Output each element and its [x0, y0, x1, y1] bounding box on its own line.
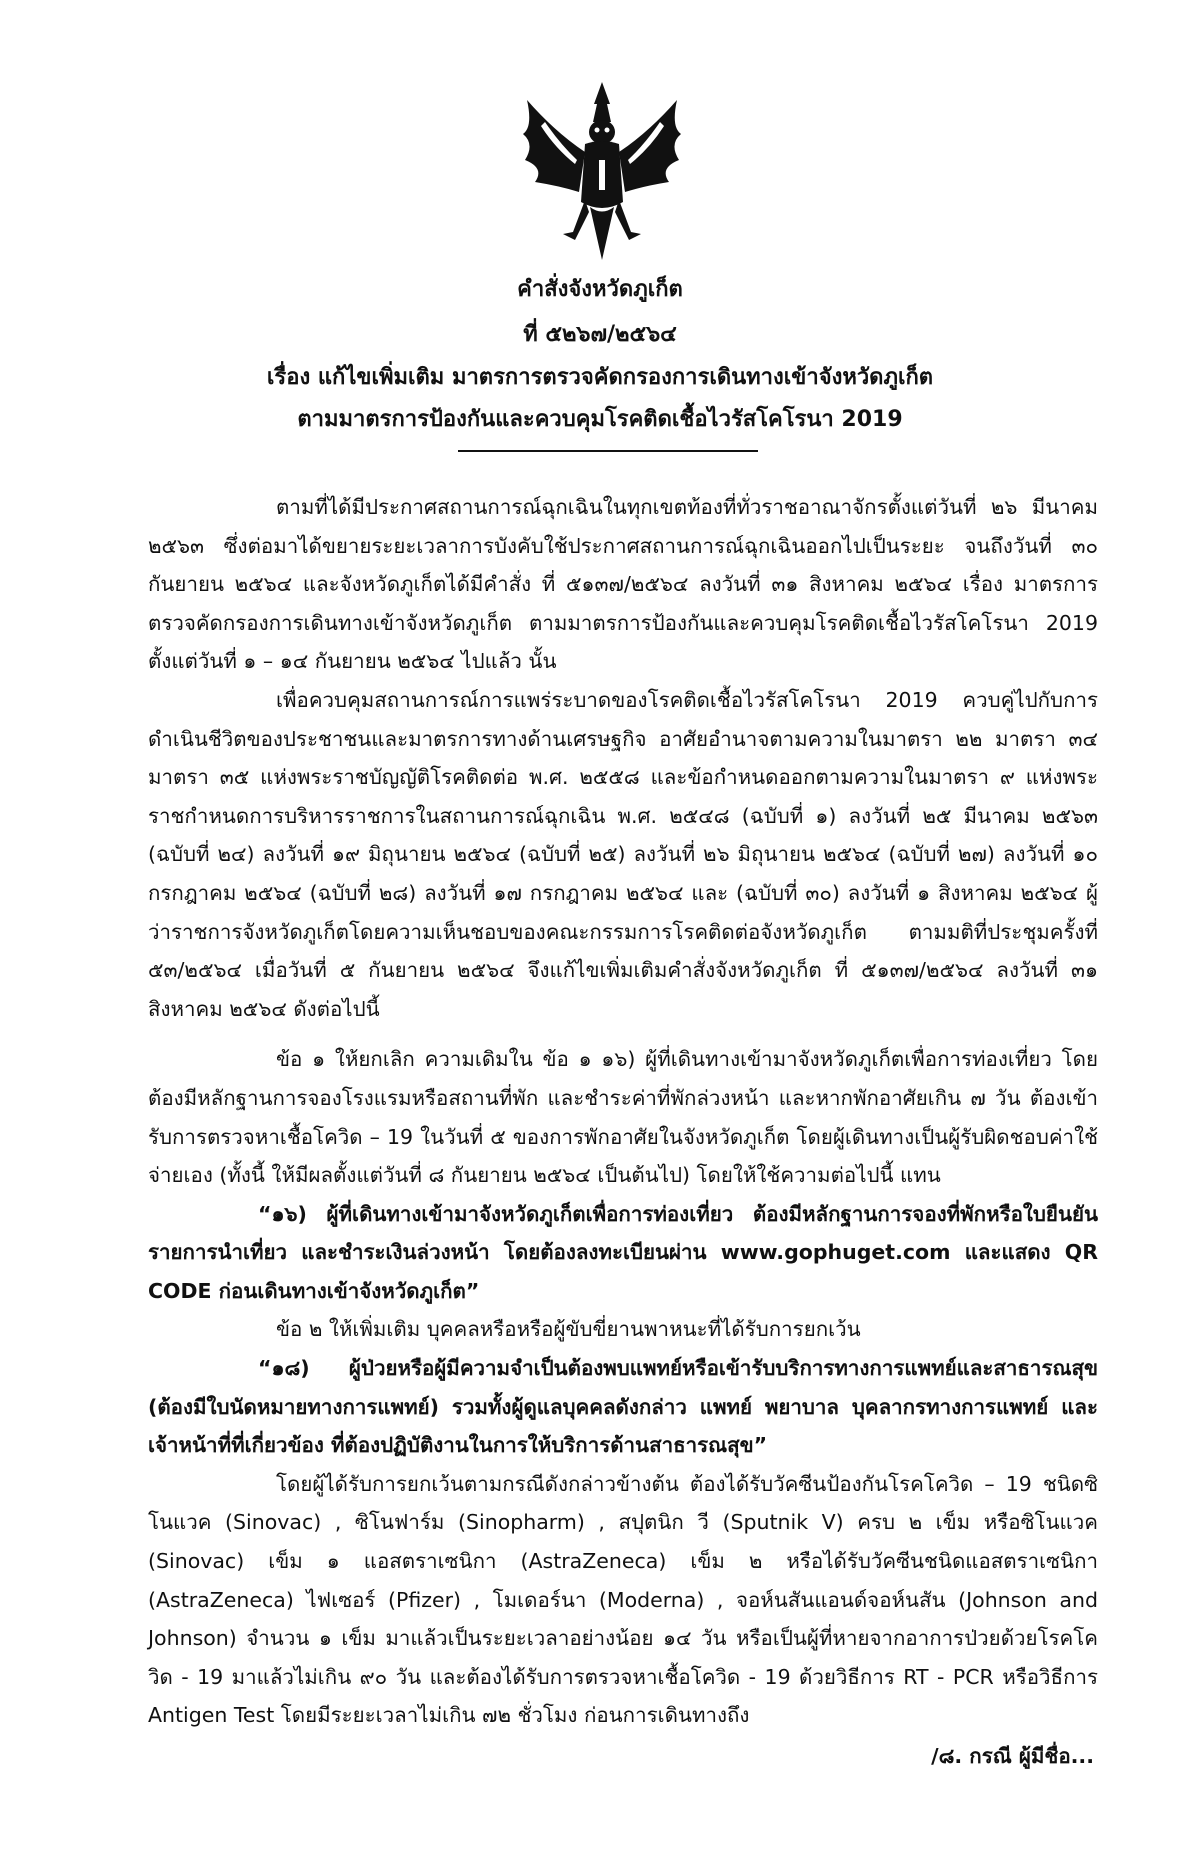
title-divider — [458, 450, 758, 452]
paragraph-clause-18-text: “๑๘) ผู้ป่วยหรือผู้มีความจำเป็นต้องพบแพทย์หรือเข้ารับบริการทางการแพทย์และสาธารณสุข (ต้องมีใบนัดหมายทางการแพทย์) รวมทั้งผู้ดูแลบุคคลดังกล่าว แพทย์ พยาบาล บุคลากรทางการแพทย์ และเจ้าหน้าที่ที่เกี่ยวข้อง ที่ต้องปฏิบัติงานในการให้บริการด้านสาธารณสุข” — [148, 1356, 1098, 1458]
document-body — [148, 488, 1098, 1735]
paragraph-authority: เพื่อควบคุมสถานการณ์การแพร่ระบาดของโรคติดเชื้อไวรัสโคโรนา 2019 ควบคู่ไปกับการดำเนินชีวิตของประชาชนและมาตรการทางด้านเศรษฐกิจ อาศัยอำนาจตามความในมาตรา ๒๒ มาตรา ๓๔ มาตรา ๓๕ แห่งพระราชบัญญัติโรคติดต่อ พ.ศ. ๒๕๕๘ และข้อกำหนดออกตามความในมาตรา ๙ แห่งพระราชกำหนดการบริหารราชการในสถานการณ์ฉุกเฉิน พ.ศ. ๒๕๔๘ (ฉบับที่ ๑) ลงวันที่ ๒๕ มีนาคม ๒๕๖๓ (ฉบับที่ ๒๔) ลงวันที่ ๑๙ มิถุนายน ๒๕๖๔ (ฉบับที่ ๒๕) ลงวันที่ ๒๖ มิถุนายน ๒๕๖๔ (ฉบับที่ ๒๗) ลงวันที่ ๑๐ กรกฎาคม ๒๕๖๔ (ฉบับที่ ๒๘) ลงวันที่ ๑๗ กรกฎาคม ๒๕๖๔ และ (ฉบับที่ ๓๐) ลงวันที่ ๑ สิงหาคม ๒๕๖๔ ผู้ว่าราชการจังหวัดภูเก็ตโดยความเห็นชอบของคณะกรรมการโรคติดต่อจังหวัดภูเก็ต ตามมติที่ประชุมครั้งที่ ๕๓/๒๕๖๔ เมื่อวันที่ ๕ กันยายน ๒๕๖๔ จึงแก้ไขเพิ่มเติมคำสั่งจังหวัดภูเก็ต ที่ ๕๑๓๗/๒๕๖๔ ลงวันที่ ๓๑ สิงหาคม ๒๕๖๔ ดังต่อไปนี้ — [148, 687, 1098, 1021]
paragraph-background: ตามที่ได้มีประกาศสถานการณ์ฉุกเฉินในทุกเขตท้องที่ทั่วราชอาณาจักรตั้งแต่วันที่ ๒๖ มีนาคม ๒๕๖๓ ซึ่งต่อมาได้ขยายระยะเวลาการบังคับใช้ประกาศสถานการณ์ฉุกเฉินออกไปเป็นระยะ จนถึงวันที่ ๓๐ กันยายน ๒๕๖๔ และจังหวัดภูเก็ตได้มีคำสั่ง ที่ ๕๑๓๗/๒๕๖๔ ลงวันที่ ๓๑ สิงหาคม ๒๕๖๔ เรื่อง มาตรการตรวจคัดกรองการเดินทางเข้าจังหวัดภูเก็ต ตามมาตรการป้องกันและควบคุมโรคติดเชื้อไวรัสโคโรนา 2019 ตั้งแต่วันที่ ๑ – ๑๔ กันยายน ๒๕๖๔ ไปแล้ว นั้น — [148, 495, 1098, 674]
continuation-note: /๘. กรณี ผู้มีชื่อ... — [931, 1744, 1094, 1768]
garuda-emblem-icon — [515, 82, 690, 262]
subject-line-1: เรื่อง แก้ไขเพิ่มเติม มาตรการตรวจคัดกรองการเดินทางเข้าจังหวัดภูเก็ต — [266, 365, 934, 390]
paragraph-exemption-conditions: โดยผู้ได้รับการยกเว้นตามกรณีดังกล่าวข้างต้น ต้องได้รับวัคซีนป้องกันโรคโควิด – 19 ชนิดซิโนแวค (Sinovac) , ซิโนฟาร์ม (Sinopharm) , สปุตนิก วี (Sputnik V) ครบ ๒ เข็ม หรือซิโนแวค (Sinovac) เข็ม ๑ แอสตราเซนิกา (AstraZeneca) เข็ม ๒ หรือได้รับวัคซีนชนิดแอสตราเซนิกา (AstraZeneca) ไฟเซอร์ (Pfizer) , โมเดอร์นา (Moderna) , จอห์นสันแอนด์จอห์นสัน (Johnson and Johnson) จำนวน ๑ เข็ม มาแล้วเป็นระยะเวลาอย่างน้อย ๑๔ วัน หรือเป็นผู้ที่หายจากอาการป่วยด้วยโรคโควิด - 19 มาแล้วไม่เกิน ๙๐ วัน และต้องได้รับการตรวจหาเชื้อโควิด - 19 ด้วยวิธีการ RT - PCR หรือวิธีการ Antigen Test โดยมีระยะเวลาไม่เกิน ๗๒ ชั่วโมง ก่อนการเดินทางถึง — [148, 1471, 1098, 1728]
subject-line-2: ตามมาตรการป้องกันและควบคุมโรคติดเชื้อไวรัสโคโรนา 2019 — [297, 407, 903, 432]
paragraph-clause-16-text: “๑๖) ผู้ที่เดินทางเข้ามาจังหวัดภูเก็ตเพื่อการท่องเที่ยว ต้องมีหลักฐานการจองที่พักหรือใบยืนยันรายการนำเที่ยว และชำระเงินล่วงหน้า โดยต้องลงทะเบียนผ่าน www.gophuget.com และแสดง QR CODE ก่อนเดินทางเข้าจังหวัดภูเก็ต” — [148, 1201, 1098, 1303]
document-issuer: คำสั่งจังหวัดภูเก็ต — [517, 277, 683, 302]
order-number: ที่ ๕๒๖๗/๒๕๖๔ — [523, 322, 677, 347]
paragraph-clause-2: ข้อ ๒ ให้เพิ่มเติม บุคคลหรือหรือผู้ขับขี่ยานพาหนะที่ได้รับการยกเว้น — [276, 1317, 861, 1342]
paragraph-clause-1: ข้อ ๑ ให้ยกเลิก ความเดิมใน ข้อ ๑ ๑๖) ผู้ที่เดินทางเข้ามาจังหวัดภูเก็ตเพื่อการท่องเที่ยว โดยต้องมีหลักฐานการจองโรงแรมหรือสถานที่พัก และชำระค่าที่พักล่วงหน้า และหากพักอาศัยเกิน ๗ วัน ต้องเข้ารับการตรวจหาเชื้อโควิด – 19 ในวันที่ ๕ ของการพักอาศัยในจังหวัดภูเก็ต โดยผู้เดินทางเป็นผู้รับผิดชอบค่าใช้จ่ายเอง (ทั้งนี้ ให้มีผลตั้งแต่วันที่ ๘ กันยายน ๒๕๖๔ เป็นต้นไป) โดยให้ใช้ความต่อไปนี้ แทน — [148, 1047, 1098, 1188]
